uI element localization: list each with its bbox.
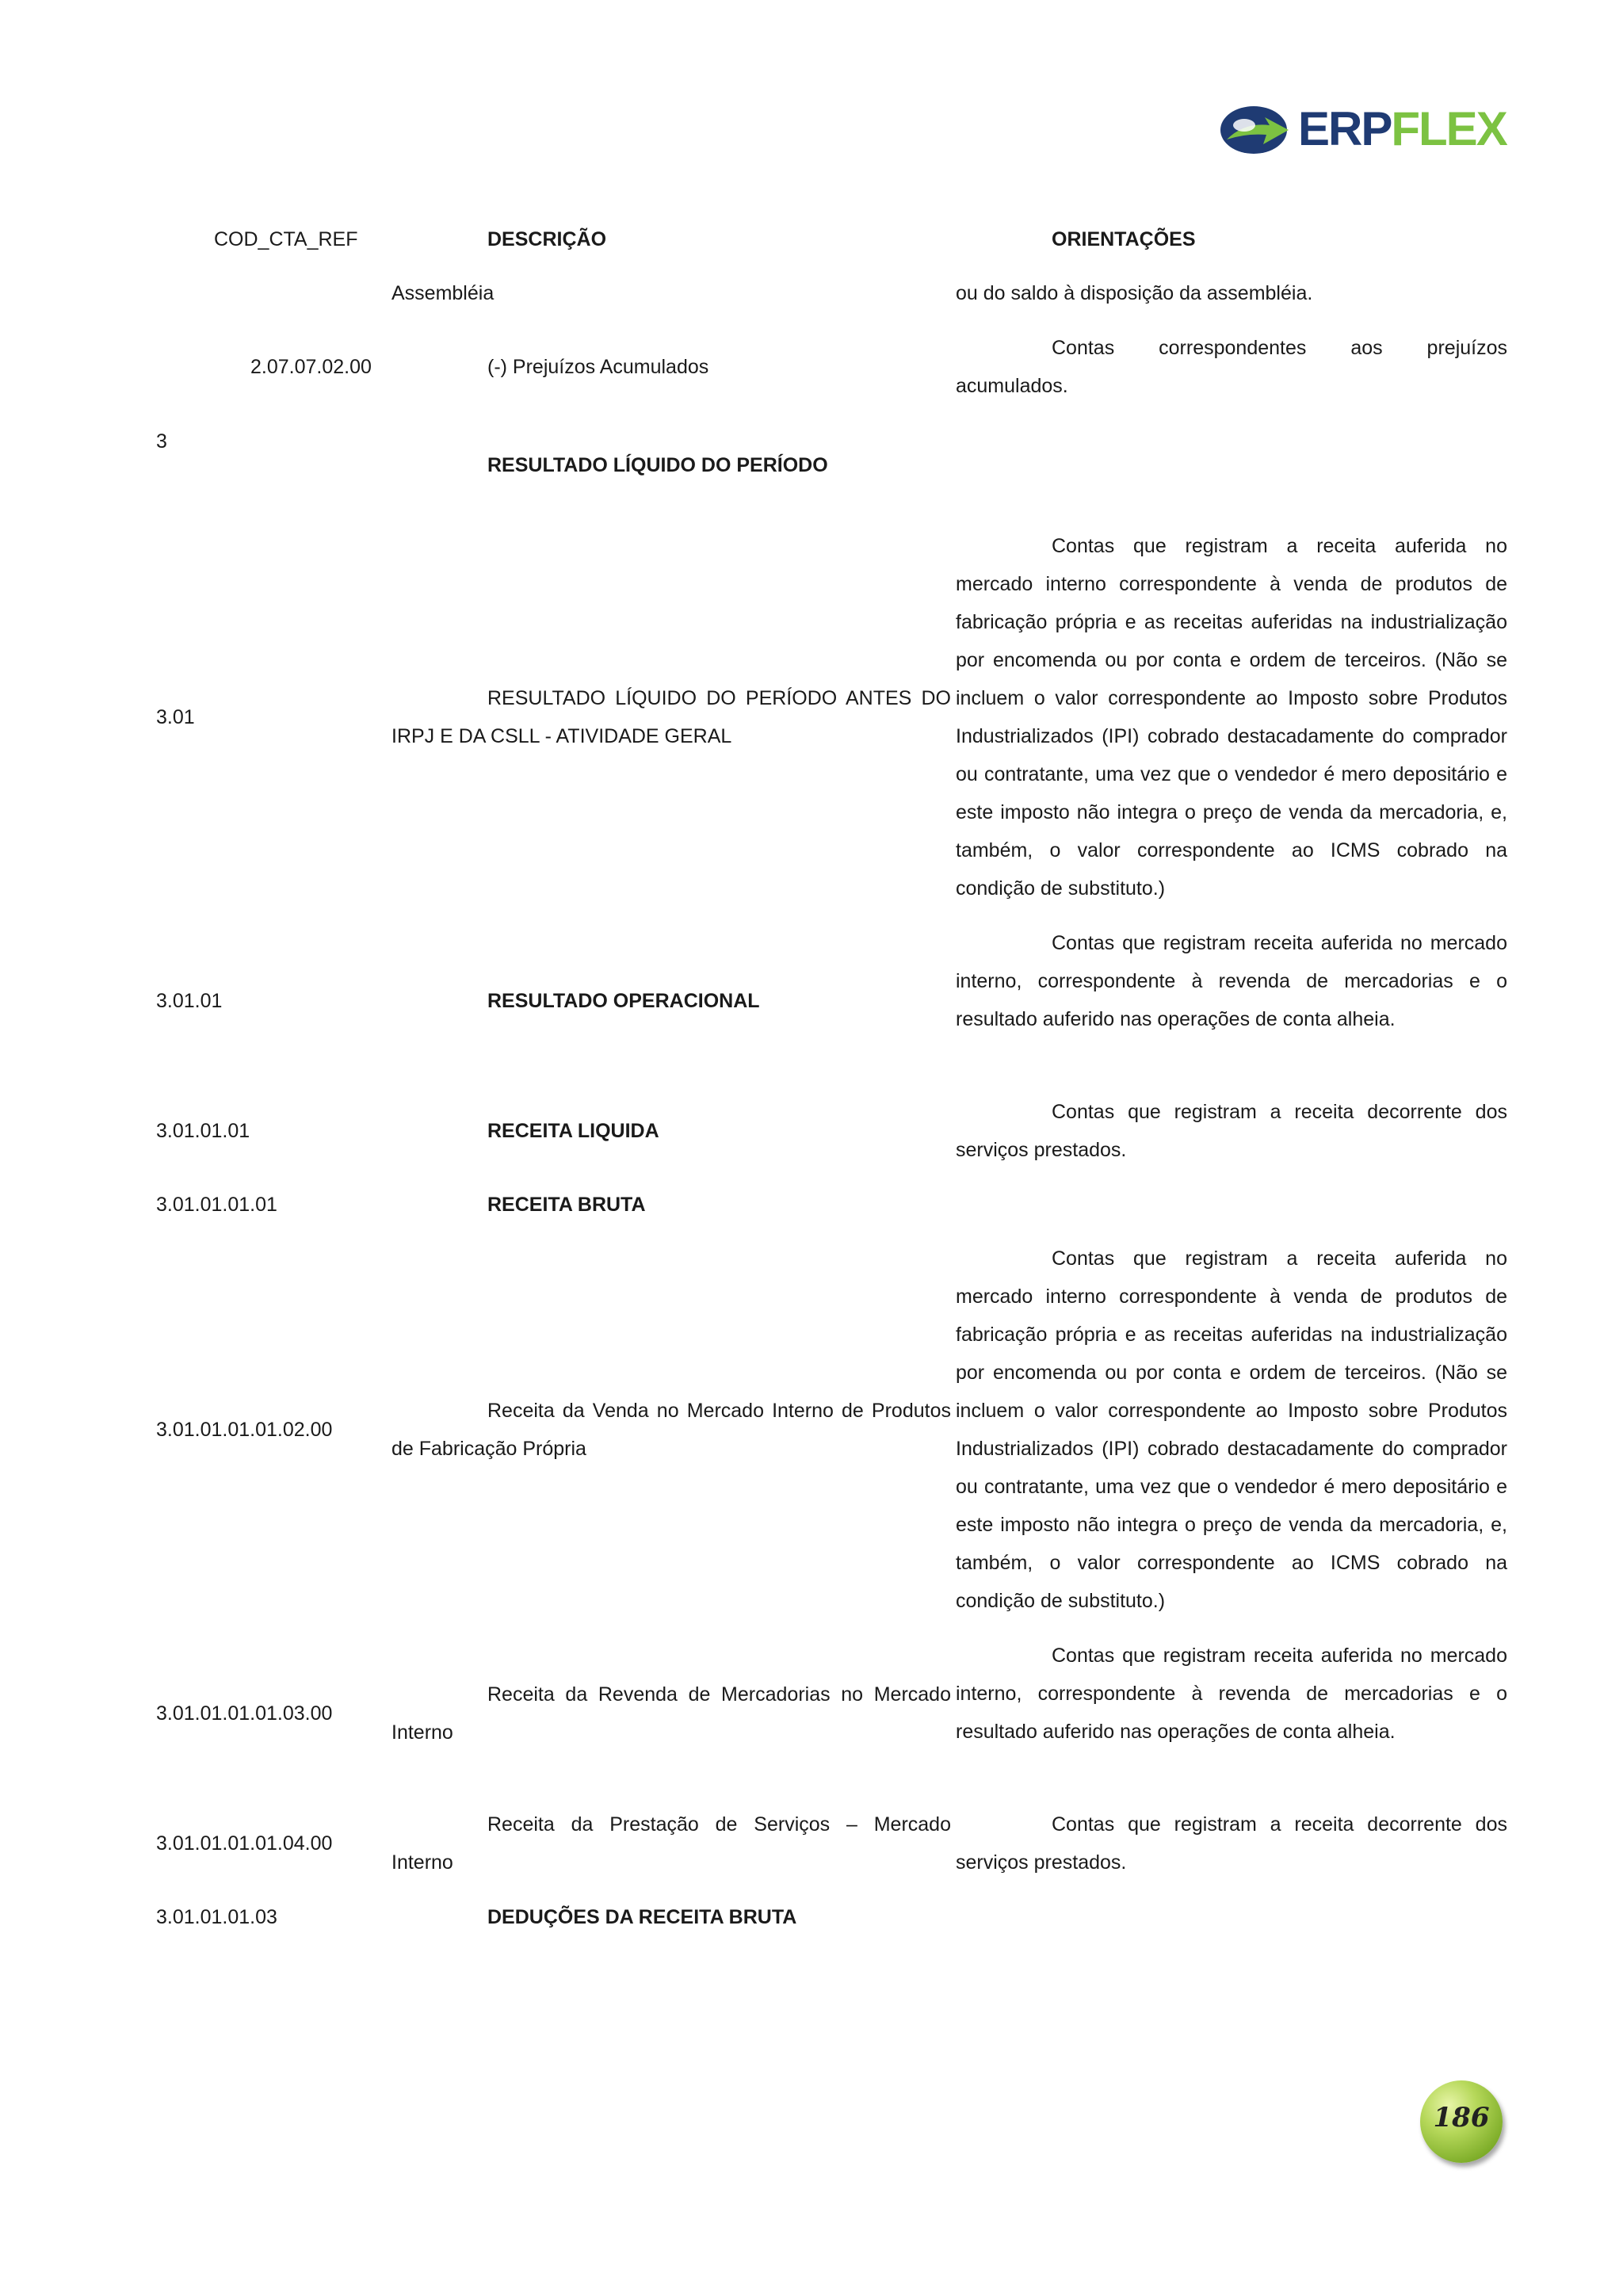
erpflex-logo [1220, 98, 1507, 162]
row-code: 3.01.01.01.03 [156, 1906, 277, 1928]
row-description: RECEITA BRUTA [487, 1194, 646, 1216]
row-description: Receita da Prestação de Serviços – Mercado Interno [391, 1813, 951, 1874]
row-description: (-) Prejuízos Acumulados [487, 356, 709, 378]
row-code: 3.01.01.01.01.04.00 [156, 1832, 333, 1855]
row-code: 3.01.01.01.01.03.00 [156, 1702, 333, 1725]
row-guidance: Contas correspondentes aos prejuízos acumulados. [956, 337, 1507, 397]
row-description: Receita da Venda no Mercado Interno de Produtos de Fabricação Própria [391, 1400, 951, 1460]
logo-text-erp: ERP [1298, 102, 1392, 155]
row-code: 3 [156, 430, 167, 453]
row-guidance: Contas que registram a receita decorrente dos serviços prestados. [956, 1101, 1507, 1161]
row-guidance: Contas que registram a receita auferida no mercado interno correspondente à venda de produtos de fabricação própria e as receitas auferidas na industrialização por encomenda ou por conta e ordem de terceiros. (Não se incluem o valor correspondente ao Imposto sobre Produtos Industrializados (IPI) cobrado destacadamente do comprador ou contratante, uma vez que o vendedor é mero depositário e este imposto não integra o preço de venda da mercadoria, e, também, o valor correspondente ao ICMS cobrado na condição de substituto.) [956, 535, 1507, 900]
row-guidance: Contas que registram receita auferida no mercado interno, correspondente à revenda de mercadorias e o resultado auferido nas operações de conta alheia. [956, 932, 1507, 1030]
logo-text-flex: FLEX [1391, 102, 1507, 155]
row-code: 3.01 [156, 706, 195, 728]
header-description: DESCRIÇÃO [487, 228, 607, 250]
row-code: 3.01.01.01.01.02.00 [156, 1419, 333, 1441]
row-code: 2.07.07.02.00 [250, 356, 372, 378]
row-description: DEDUÇÕES DA RECEITA BRUTA [487, 1906, 797, 1928]
row-description: RESULTADO LÍQUIDO DO PERÍODO ANTES DO IRPJ E DA CSLL - ATIVIDADE GERAL [391, 687, 951, 747]
row-code: 3.01.01.01 [156, 1120, 250, 1142]
row-description: RESULTADO LÍQUIDO DO PERÍODO [487, 454, 828, 476]
row-code: 3.01.01.01.01 [156, 1194, 277, 1216]
page-number-badge [1420, 2080, 1503, 2163]
row-description: RESULTADO OPERACIONAL [487, 990, 760, 1012]
row-description: RECEITA LIQUIDA [487, 1120, 659, 1142]
row-description: Receita da Revenda de Mercadorias no Mercado Interno [391, 1683, 951, 1744]
page-number: 186 [1433, 2102, 1490, 2134]
row-guidance: Contas que registram receita auferida no mercado interno, correspondente à revenda de mercadorias e o resultado auferido nas operações de conta alheia. [956, 1645, 1507, 1743]
row-code: 3.01.01 [156, 990, 223, 1012]
header-code: COD_CTA_REF [214, 228, 358, 250]
row-guidance: Contas que registram a receita decorrente dos serviços prestados. [956, 1813, 1507, 1874]
row-guidance: Contas que registram a receita auferida no mercado interno correspondente à venda de produtos de fabricação própria e as receitas auferidas na industrialização por encomenda ou por conta e ordem de terceiros. (Não se incluem o valor correspondente ao Imposto sobre Produtos Industrializados (IPI) cobrado destacadamente do comprador ou contratante, uma vez que o vendedor é mero depositário e este imposto não integra o preço de venda da mercadoria, e, também, o valor correspondente ao ICMS cobrado na condição de substituto.) [956, 1247, 1507, 1612]
row-description: Assembléia [391, 282, 495, 304]
header-guidance: ORIENTAÇÕES [1052, 228, 1196, 250]
row-guidance: ou do saldo à disposição da assembléia. [956, 282, 1313, 304]
